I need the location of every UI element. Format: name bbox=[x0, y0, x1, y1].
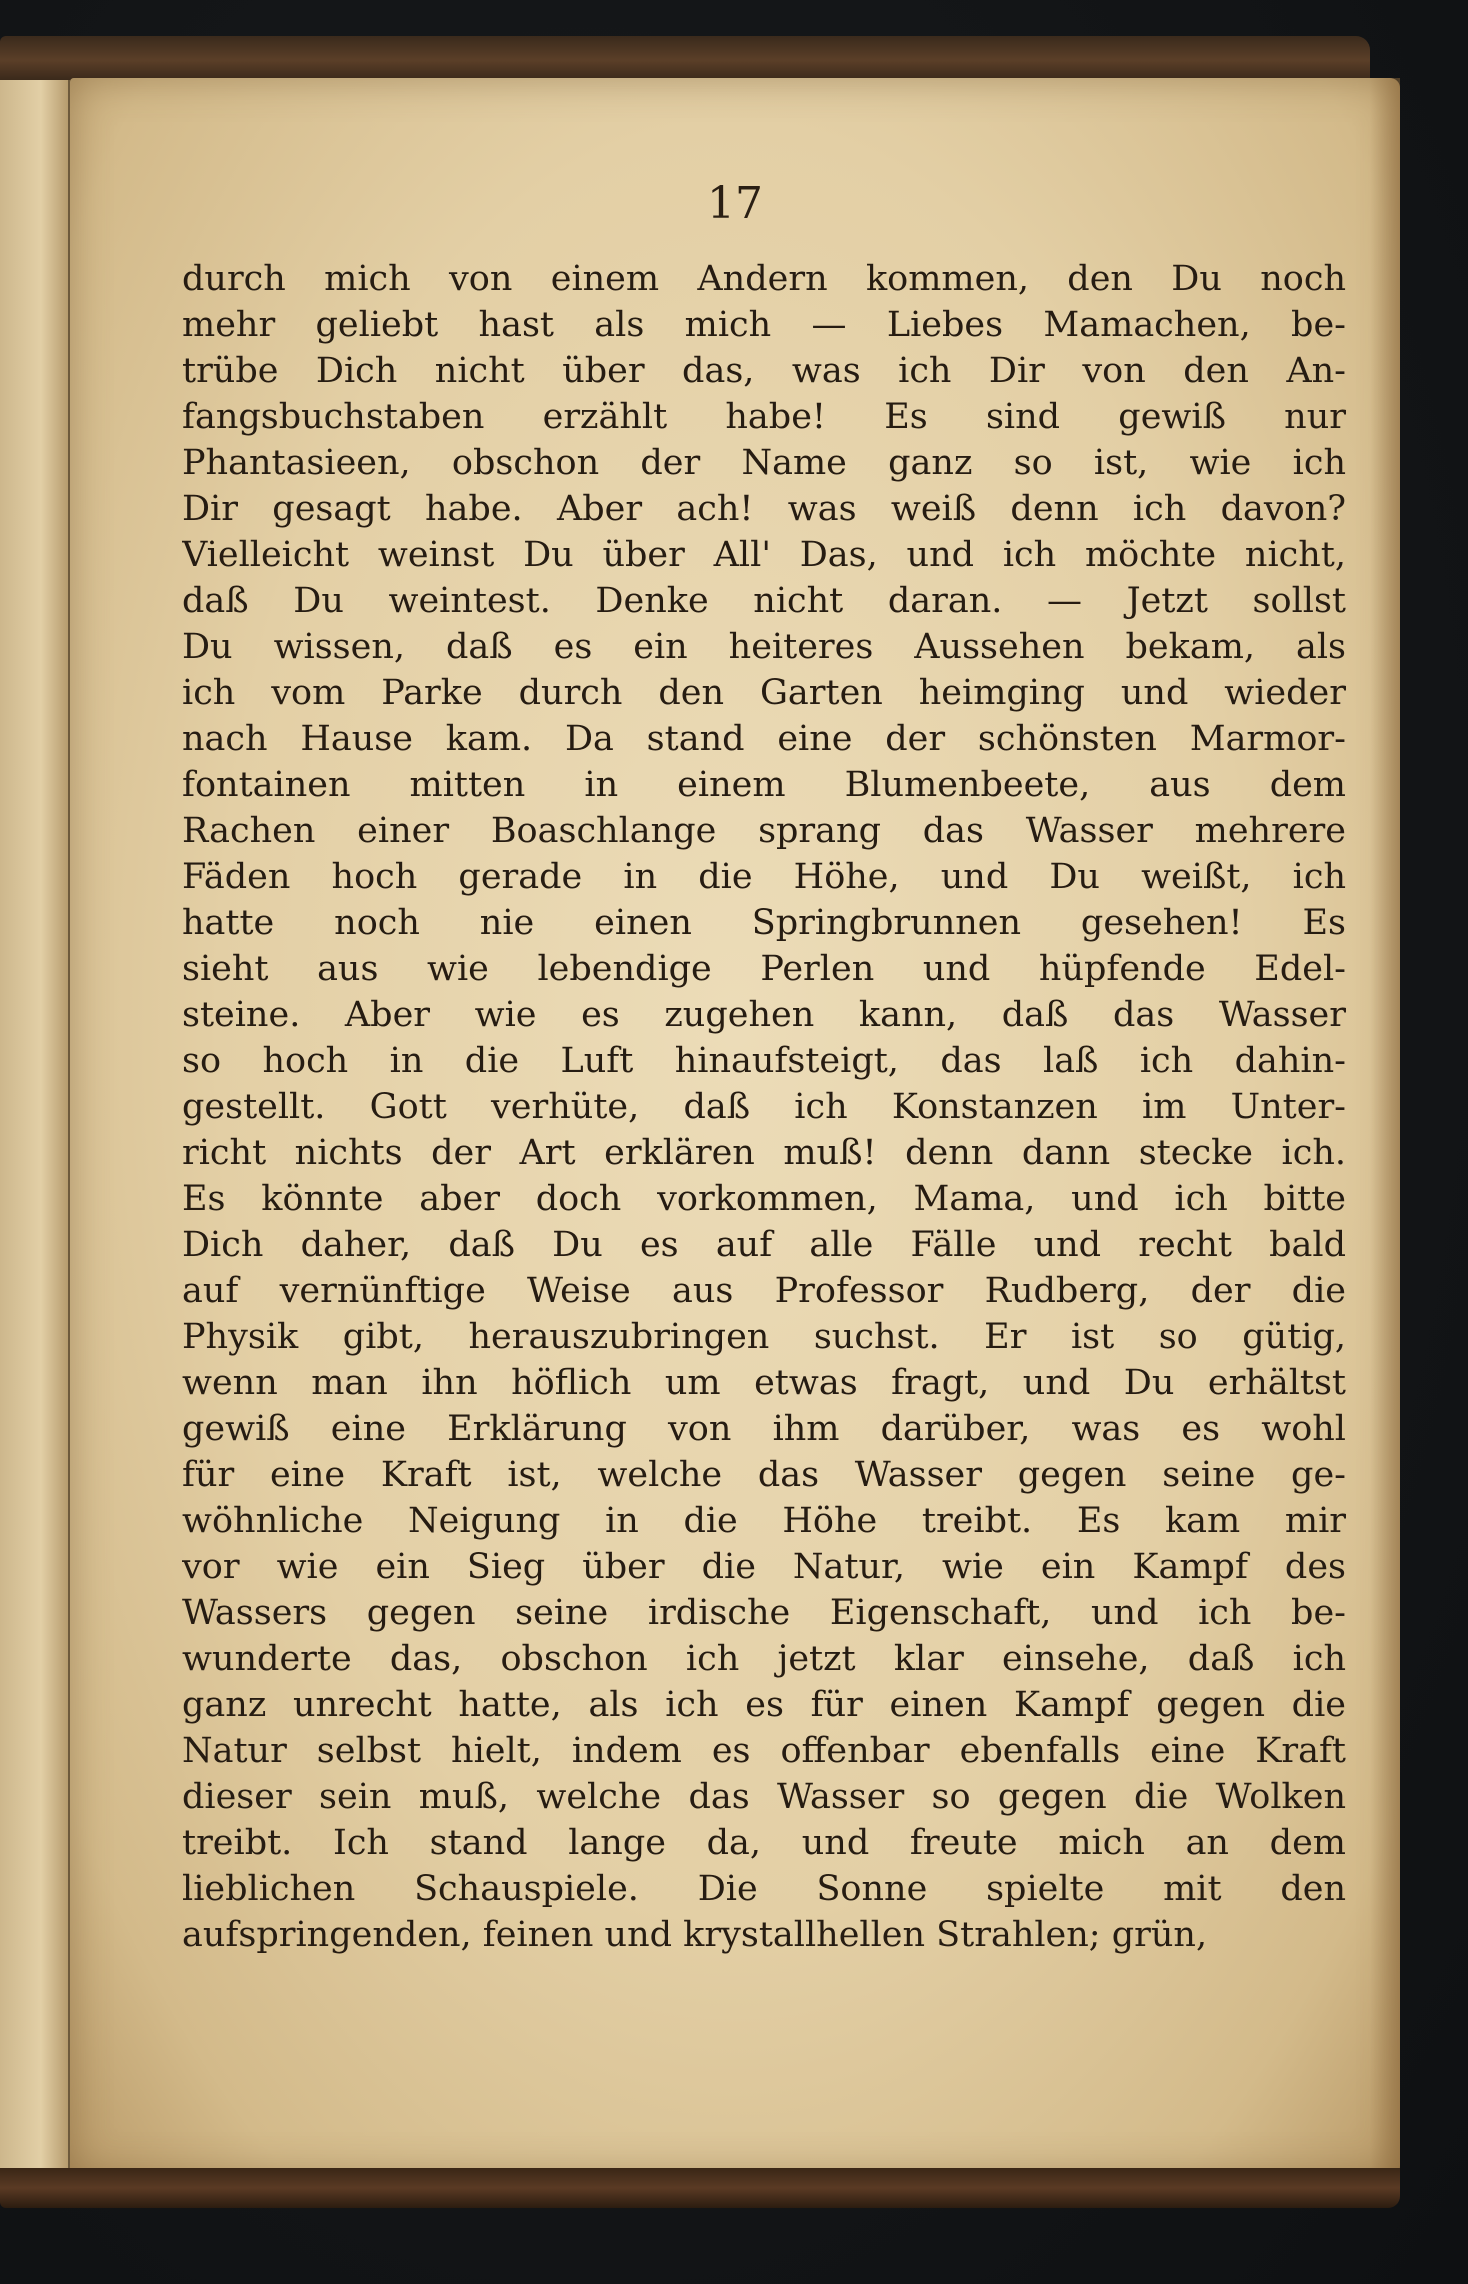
text-line: auf vernünftige Weise aus Professor Rudberg, der die bbox=[182, 1271, 1346, 1311]
book-cover-bottom-edge bbox=[0, 2168, 1400, 2208]
text-line: Rachen einer Boaschlange sprang das Wasser mehrere bbox=[182, 811, 1346, 851]
text-line: Dir gesagt habe. Aber ach! was weiß denn ich davon? bbox=[182, 489, 1346, 529]
page-shadow-edge bbox=[1370, 78, 1400, 2176]
text-line: sieht aus wie lebendige Perlen und hüpfende Edel- bbox=[182, 949, 1346, 989]
text-line: Es könnte aber doch vorkommen, Mama, und ich bitte bbox=[182, 1179, 1346, 1219]
text-line: ganz unrecht hatte, als ich es für einen Kampf gegen die bbox=[182, 1685, 1346, 1725]
text-line: wunderte das, obschon ich jetzt klar einsehe, daß ich bbox=[182, 1639, 1346, 1679]
text-line: gewiß eine Erklärung von ihm darüber, was es wohl bbox=[182, 1409, 1346, 1449]
text-line: durch mich von einem Andern kommen, den Du noch bbox=[182, 259, 1346, 299]
text-line: vor wie ein Sieg über die Natur, wie ein Kampf des bbox=[182, 1547, 1346, 1587]
text-line: gestellt. Gott verhüte, daß ich Konstanzen im Unter- bbox=[182, 1087, 1346, 1127]
text-line: für eine Kraft ist, welche das Wasser gegen seine ge- bbox=[182, 1455, 1346, 1495]
text-line: aufspringenden, feinen und krystallhellen Strahlen; grün, bbox=[182, 1915, 1208, 1955]
text-line: fangsbuchstaben erzählt habe! Es sind gewiß nur bbox=[182, 397, 1346, 437]
text-line: Wassers gegen seine irdische Eigenschaft, und ich be- bbox=[182, 1593, 1346, 1633]
text-line: Fäden hoch gerade in die Höhe, und Du weißt, ich bbox=[182, 857, 1346, 897]
text-line: Physik gibt, herauszubringen suchst. Er ist so gütig, bbox=[182, 1317, 1346, 1357]
text-line: fontainen mitten in einem Blumenbeete, aus dem bbox=[182, 765, 1346, 805]
text-line: hatte noch nie einen Springbrunnen gesehen! Es bbox=[182, 903, 1346, 943]
page-text bbox=[182, 256, 1346, 1958]
text-line: wöhnliche Neigung in die Höhe treibt. Es kam mir bbox=[182, 1501, 1346, 1541]
text-line: Vielleicht weinst Du über All' Das, und ich möchte nicht, bbox=[182, 535, 1346, 575]
text-line: so hoch in die Luft hinaufsteigt, das laß ich dahin- bbox=[182, 1041, 1346, 1081]
text-line: trübe Dich nicht über das, was ich Dir von den An- bbox=[182, 351, 1346, 391]
text-line: lieblichen Schauspiele. Die Sonne spielte mit den bbox=[182, 1869, 1346, 1909]
book-page bbox=[70, 78, 1400, 2176]
text-line: treibt. Ich stand lange da, und freute mich an dem bbox=[182, 1823, 1346, 1863]
text-line: richt nichts der Art erklären muß! denn dann stecke ich. bbox=[182, 1133, 1346, 1173]
left-page-edge bbox=[0, 80, 70, 2180]
text-line: Natur selbst hielt, indem es offenbar ebenfalls eine Kraft bbox=[182, 1731, 1346, 1771]
text-line: steine. Aber wie es zugehen kann, daß das Wasser bbox=[182, 995, 1346, 1035]
text-line: dieser sein muß, welche das Wasser so gegen die Wolken bbox=[182, 1777, 1346, 1817]
text-line: daß Du weintest. Denke nicht daran. — Jetzt sollst bbox=[182, 581, 1346, 621]
text-line: wenn man ihn höflich um etwas fragt, und Du erhältst bbox=[182, 1363, 1346, 1403]
text-line: Phantasieen, obschon der Name ganz so ist, wie ich bbox=[182, 443, 1346, 483]
text-line: ich vom Parke durch den Garten heimging und wieder bbox=[182, 673, 1346, 713]
text-line: mehr geliebt hast als mich — Liebes Mamachen, be- bbox=[182, 305, 1346, 345]
text-line: Du wissen, daß es ein heiteres Aussehen bekam, als bbox=[182, 627, 1346, 667]
text-line: Dich daher, daß Du es auf alle Fälle und recht bald bbox=[182, 1225, 1346, 1265]
text-line: nach Hause kam. Da stand eine der schönsten Marmor- bbox=[182, 719, 1346, 759]
page-number: 17 bbox=[707, 178, 763, 229]
